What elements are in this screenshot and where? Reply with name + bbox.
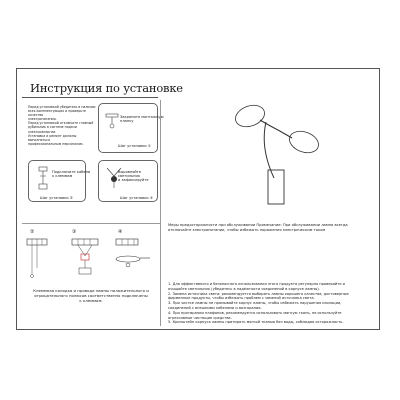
precaution-line: 3. При чистке лампы не промывайте корпус лампы, чтобы избежать нарушения изоляции, [168, 301, 342, 306]
wiring-drawing [34, 166, 54, 192]
safety-note-line: всех комплектующих и проверьте качество [28, 109, 86, 118]
wiring-instruction-line: Клеммная колодка и провода лампы положительного и [33, 288, 149, 293]
terminal-block-3 [114, 238, 154, 282]
maintenance-warning-line: отключайте электропитание, чтобы избежать поражения электрическим током [168, 227, 326, 232]
step-1-hint-line: Закрепите монтажную [120, 115, 164, 119]
maintenance-warning [168, 223, 368, 232]
wiring-instructions [30, 288, 152, 303]
safety-note-line: Установка и ремонт должны выполняться [28, 133, 77, 142]
precaution-line: 4. При протирании плафонов, рекомендуется использовать мягкую ткань, не используйте [168, 310, 342, 315]
step-3-caption: Шаг установки ③ [120, 196, 154, 200]
page-title: Инструкция по установке [30, 81, 183, 95]
step-2-hint-line: Подключите кабели [52, 170, 91, 174]
precaution-line: фирменные продукты, чтобы избежать проблем с заменой источника света. [168, 296, 315, 301]
step-2-caption: Шаг установки ② [40, 196, 74, 200]
step-1-caption: Шаг установки ① [118, 144, 152, 148]
precaution-line: 5. Кронштейн корпуса лампы притирать мягкой тканью без воды, соблюдая осторожность. [168, 320, 344, 325]
safety-note-line: электропитания. [28, 117, 57, 122]
precaution-line: агрессивные чистящие средства. [168, 315, 232, 320]
safety-note [28, 105, 98, 147]
wiring-label-3: ③ [72, 229, 77, 235]
step-3-hint [118, 170, 149, 182]
wiring-instruction-line: отрицательного полюсов соответственно подключены [34, 293, 148, 298]
title-underline [22, 97, 158, 98]
step-3-hint-line: Выровняйте [118, 170, 142, 174]
wiring-label-4: ④ [118, 229, 123, 235]
terminal-block-2 [70, 238, 104, 282]
safety-note-line: профессиональным персоналом. [28, 141, 84, 146]
step-2-hint [52, 170, 90, 178]
precaution-line: 2. Замена источника света: рекомендуется выбирать лампы хорошего качества, достоверные [168, 291, 349, 296]
precaution-line: 1. Для эффективного и безопасного использования этого продукта регулярно проверяйте и [168, 282, 346, 286]
terminal-block-1 [26, 238, 56, 282]
safety-note-line: рубильник в системе подачи электроэнергии. [28, 125, 77, 134]
chandelier-illustration [230, 88, 320, 208]
safety-note-line: Перед установкой отключите главный [28, 121, 94, 126]
step-2-hint-line: к клеммам [52, 174, 73, 178]
precaution-line: соединений с внешними кабелями и возгорания. [168, 305, 262, 310]
precaution-line: очищайте светильник (убедитесь в надёжности соединений в корпусе лампы). [168, 286, 320, 291]
wiring-label-2: ② [30, 229, 35, 235]
safety-note-line: Перед установкой убедитесь в наличии [28, 105, 96, 109]
step-3-hint-line: светильник [118, 174, 141, 178]
step-1-hint-line: планку [120, 119, 134, 123]
wiring-instruction-line: к клеммам. [79, 298, 103, 303]
maintenance-warning-line: Меры предосторожности при обслуживании Примечание: При обслуживании лампа всегда [168, 223, 348, 227]
step-1-hint [120, 115, 164, 123]
column-divider [160, 100, 161, 326]
precautions-list [168, 282, 374, 325]
step-3-hint-line: и зафиксируйте [118, 178, 149, 182]
section-divider [22, 223, 160, 224]
